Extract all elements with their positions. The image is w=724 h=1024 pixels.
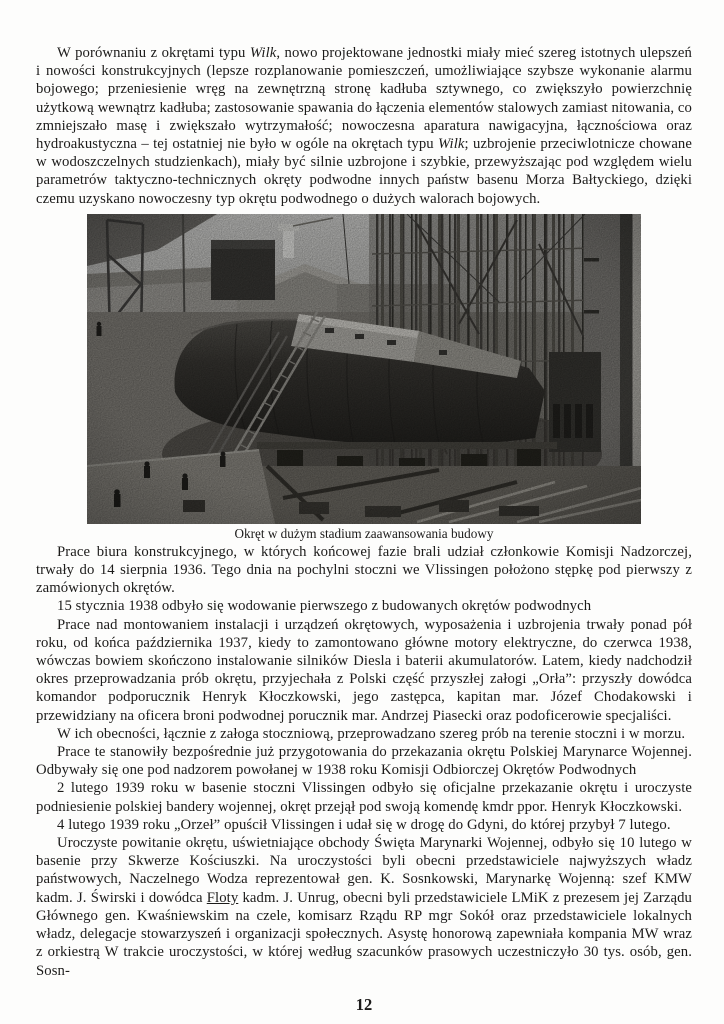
paragraph: W ich obecności, łącznie z załoga stoczniową, przeprowadzano szereg prób na terenie stoczni i w morzu. xyxy=(57,725,686,742)
article-body xyxy=(36,543,692,980)
paragraph: 15 stycznia 1938 odbyło się wodowanie pierwszego z budowanych okrętów podwodnych xyxy=(57,598,592,615)
article-intro xyxy=(36,44,692,208)
paragraph: Prace biura konstrukcyjnego, w których końcowej fazie brali udział członkowie Komisji Nadzorczej, trwały do 14 sierpnia 1936. Tego dnia na pochylni stoczni we Vlissingen położono stępkę pod pierwszy z zamówionych okrętów. xyxy=(36,543,692,597)
paragraph: Uroczyste powitanie okrętu, uświetniające obchody Święta Marynarki Wojennej, odbyło się 10 lutego w basenie przy Skwerze Kościuszki. Na uroczystości byli obecni przedstawiciele najwyższych władz państwowych, Naczelnego Wodza reprezentował gen. K. Sosnkowski, Marynarkę Wojenną: szef KMW kadm. J. Świrski i dowódca Floty kadm. J. Unrug, obecni byli przedstawiciele LMiK z prezesem jej Zarządu Głównego gen. Kwaśniewskim na czele, komisarz Rządu RP mgr Sokół oraz przedstawiciele lokalnych władz, delegacje stowarzyszeń i organizacji społecznych. Asystę honorową zapewniała kompania MW wraz z orkiestrą W trakcie uroczystości, w której według szacunków prasowych uczestniczyło 30 tys. osób, gen. Sosn- xyxy=(36,835,692,979)
paragraph: 2 lutego 1939 roku w basenie stoczni Vlissingen odbyło się oficjalne przekazanie okrętu i uroczyste podniesienie polskiej bandery wojennej, okręt przejął pod swoją komendę kmdr ppor. Henryk Kłoczkowski. xyxy=(36,780,692,815)
paragraph: Prace te stanowiły bezpośrednie już przygotowania do przekazania okrętu Polskiej Marynarce Wojennej. Odbywały się one pod nadzorem powołanej w 1938 roku Komisji Odbiorczej Okrętów Podwodnych xyxy=(36,744,692,779)
photo-caption: Okręt w dużym stadium zaawansowania budowy xyxy=(234,525,494,541)
paragraph: Prace nad montowaniem instalacji i urządzeń okrętowych, wyposażenia i uzbrojenia trwały ponad pół roku, od końca października 1937, kiedy to zamontowano główne motory elektryczne, do czerwca 1938, wówczas bowiem skończono instalowanie silników Diesla i baterii akumulatorów. Latem, kiedy nadchodził okres przeprowadzania prób okrętu, przyjechała z Polski część przyszłej załogi „Orła”: przyszły dowódca komandor podporucznik Henryk Kłoczkowski, jego zastępca, kapitan mar. Józef Chodakowski i przewidziany na oficera broni podwodnej porucznik mar. Andrzej Piasecki oraz podoficerowie specjaliści. xyxy=(36,616,692,724)
page-number: 12 xyxy=(355,994,373,1014)
figure-submarine xyxy=(36,214,692,542)
paragraph: W porównaniu z okrętami typu Wilk, nowo projektowane jednostki miały mieć szereg istotnych ulepszeń i nowości konstrukcyjnych (lepsze rozplanowanie pomieszczeń, umożliwiające szybsze wykonanie alarmu bojowego; przeniesienie wręg na zewnętrzną stronę kadłuba sztywnego, co zwiększyło powierzchnię użytkową wewnątrz kadłuba; zastosowanie spawania do łączenia elementów stalowych zamiast nitowania, co zmniejszało masę i zwiększało wytrzymałość; nowoczesna aparatura nawigacyjna, łącznościowa oraz hydroakustyczna – tej ostatniej nie było w ogóle na okrętach typu Wilk; uzbrojenie przeciwlotnicze chowane w wodoszczelnych studzienkach), miały być silnie uzbrojone i szybkie, przewyższając pod względem wielu parametrów taktyczno-technicznych okręty podwodne innych państw basenu Morza Bałtyckiego, dzięki czemu uzyskano nowoczesny typ okrętu podwodnego o dużych walorach bojowych. xyxy=(36,45,692,207)
paragraph: 4 lutego 1939 roku „Orzeł” opuścił Vlissingen i udał się w drogę do Gdyni, do której przybył 7 lutego. xyxy=(57,816,671,833)
photo-submarine-construction xyxy=(87,214,641,524)
